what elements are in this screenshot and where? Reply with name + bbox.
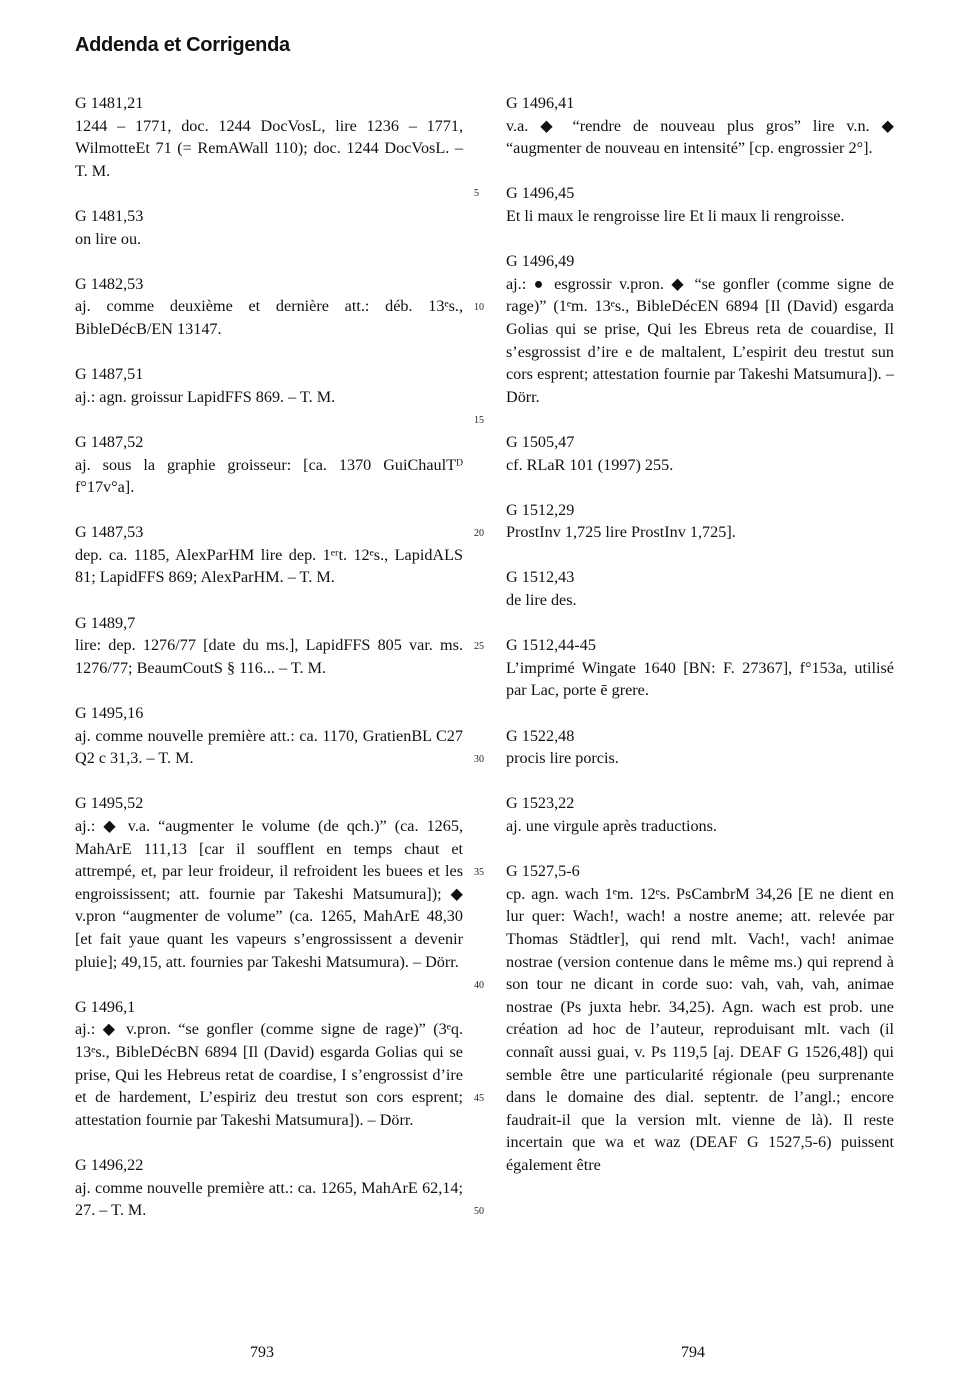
entry-ref: G 1496,45 <box>506 184 575 203</box>
entry-text: aj.: ● esgrossir v.pron. ◆ “se gonfler (comme signe de rage)” (1ᵉm. 13ᵉs., BibleDécEN 6894 [Il (David) esgarda Golias qui se prise, Qui les Ebreus reta de couardise, Il s’esgrossist d’ire e de maltalent, L’espirit deu trestut sun cors esprent; attestation fournie par Takeshi Matsumura]). – Dörr. <box>506 274 894 406</box>
entry-ref: G 1523,22 <box>506 794 575 813</box>
entry-text: aj. comme deuxième et dernière att.: déb. 13ᵉs., BibleDécB/EN 13147. <box>75 297 463 338</box>
entry-ref: G 1481,21 <box>75 94 144 112</box>
page-number-left: 793 <box>250 1344 274 1361</box>
entry <box>506 792 894 837</box>
line-number: 25 <box>474 641 484 652</box>
entry-ref: G 1496,41 <box>506 94 575 112</box>
line-number: 15 <box>474 415 484 426</box>
entry-ref: G 1481,53 <box>75 206 144 225</box>
entry-text: on lire ou. <box>75 229 142 248</box>
entry-ref: G 1482,53 <box>75 274 144 293</box>
entry <box>75 521 463 589</box>
entry <box>75 612 463 680</box>
entry <box>75 996 463 1132</box>
entry-ref: G 1495,16 <box>75 704 144 723</box>
entry-text: dep. ca. 1185, AlexParHM lire dep. 1ᵉʳt. 12ᵉs., LapidALS 81; LapidFFS 869; AlexParHM. – T. M. <box>75 545 463 587</box>
entry-text: Et li maux le rengroisse lire Et li maux li rengroisse. <box>506 206 845 225</box>
entry-text: 1244 – 1771, doc. 1244 DocVosL, lire 1236 – 1771, WilmotteEt 71 (= RemAWall 110); doc. 1244 DocVosL. – T. M. <box>75 116 463 180</box>
entry-ref: G 1512,44-45 <box>506 636 596 655</box>
entry-text: ProstInv 1,725 lire ProstInv 1,725]. <box>506 523 736 542</box>
entry-ref: G 1496,22 <box>75 1155 144 1174</box>
entry-text: de lire des. <box>506 591 577 610</box>
entry <box>75 702 463 770</box>
entry <box>75 792 463 973</box>
line-number: 5 <box>474 188 479 199</box>
line-number: 50 <box>474 1206 484 1217</box>
entry-ref: G 1512,43 <box>506 568 575 587</box>
entry <box>75 431 463 499</box>
entry-text: procis lire porcis. <box>506 749 619 768</box>
entry-ref: G 1505,47 <box>506 432 575 451</box>
entry-text: cp. agn. wach 1ᵉm. 12ᵉs. PsCambrM 34,26 [E ne dient en lur quer: Wach!, wach! a nostre aneme; att. relevée par Thomas Städtler], qui rend mlt. Vach!, vach! animae nostrae (version contenue dans le même ms.) qui reprend à son tour ne dicant in corde suo: vah, vah, vah, animae nostrae (Ps juxta hebr. 34,25). Agn. wach est prob. une création ad hoc de l’auteur, reproduisant mlt. vach (il connaît aussi guai, v. Ps 119,5 [aj. DEAF G 1526,48]) qui semble être une particularité régionale (peu surprenante dans le domaine des dial. septentr. de l’angl.; encore faudrait-il que la version mlt. vienne de là). Il reste incertain que wa et waz (DEAF G 1527,5-6) puissent également être <box>506 884 894 1174</box>
entry-text: aj.: ◆ v.pron. “se gonfler (comme signe de rage)” (3ᵉq. 13ᵉs., BibleDécBN 6894 [Il (David) esgarda Golias qui se prise, Qui les Hebreus retat de coardise, I s’engrossist d’ire et de hardement, L’espiriz deu trestut son cors esprent; attestation fournie par Takeshi Matsumura]). – Dörr. <box>75 1020 463 1129</box>
line-number: 35 <box>474 867 484 878</box>
entry <box>506 182 894 227</box>
entry-ref: G 1495,52 <box>75 794 144 813</box>
line-number: 30 <box>474 754 484 765</box>
entry-text: aj. sous la graphie groisseur: [ca. 1370 GuiChaulTᴰ f°17v°a]. <box>75 455 463 497</box>
entry <box>506 634 894 702</box>
entry-ref: G 1487,52 <box>75 432 144 451</box>
entry <box>506 725 894 770</box>
entry-text: aj. comme nouvelle première att.: ca. 1170, GratienBL C27 Q2 c 31,3. – T. M. <box>75 726 463 768</box>
entry-ref: G 1487,53 <box>75 523 144 542</box>
entry <box>506 499 894 544</box>
line-number: 40 <box>474 980 484 991</box>
line-number: 20 <box>474 528 484 539</box>
entry-text: aj. une virgule après traductions. <box>506 817 717 835</box>
entry-ref: G 1512,29 <box>506 500 575 519</box>
line-number: 45 <box>474 1093 484 1104</box>
entry <box>506 431 894 476</box>
entry-text: aj.: agn. groissur LapidFFS 869. – T. M. <box>75 387 336 406</box>
entry <box>75 205 463 250</box>
left-column <box>75 92 463 1244</box>
entry-text: lire: dep. 1276/77 [date du ms.], LapidFFS 805 var. ms. 1276/77; BeaumCoutS § 116... – T. M. <box>75 636 463 677</box>
entry-text: cf. RLaR 101 (1997) 255. <box>506 455 674 474</box>
entry <box>75 1154 463 1222</box>
entry <box>506 566 894 611</box>
entry-ref: G 1522,48 <box>506 726 575 745</box>
entry-ref: G 1487,51 <box>75 365 144 384</box>
line-number: 10 <box>474 302 484 313</box>
entry-text: aj.: ◆ v.a. “augmenter le volume (de qch.)” (ca. 1265, MahArE 111,13 [car il soufflent en temps chaut et attrempé, et, par leur froideur, il refroident les buees et les engroississent; att. fournie par Takeshi Matsumura]); ◆ v.pron “augmenter de volume” (ca. 1265, MahArE 48,30 [et fait yaue quant les vapeurs s’engrossissent a devenir pluie]; 49,15, att. fournies par Takeshi Matsumura). – Dörr. <box>75 817 463 971</box>
entry <box>506 860 894 1176</box>
entry-text: v.a. ◆ “rendre de nouveau plus gros” lire v.n. ◆ “augmenter de nouveau en intensité” [cp. engrossier 2°]. <box>506 116 894 158</box>
entry <box>506 92 894 160</box>
entry <box>75 92 463 182</box>
entry <box>75 363 463 408</box>
right-column <box>506 92 894 1199</box>
entry-ref: G 1496,1 <box>75 997 136 1016</box>
entry-text: aj. comme nouvelle première att.: ca. 1265, MahArE 62,14; 27. – T. M. <box>75 1178 463 1220</box>
page-number-right: 794 <box>681 1344 705 1361</box>
entry <box>75 273 463 341</box>
entry-text: L’imprimé Wingate 1640 [BN: F. 27367], f°153a, utilisé par Lac, porte ē grere. <box>506 658 894 700</box>
entry-ref: G 1527,5-6 <box>506 862 580 881</box>
entry-ref: G 1489,7 <box>75 613 136 632</box>
entry <box>506 250 894 408</box>
running-header: Addenda et Corrigenda <box>75 34 290 56</box>
entry-ref: G 1496,49 <box>506 252 575 271</box>
